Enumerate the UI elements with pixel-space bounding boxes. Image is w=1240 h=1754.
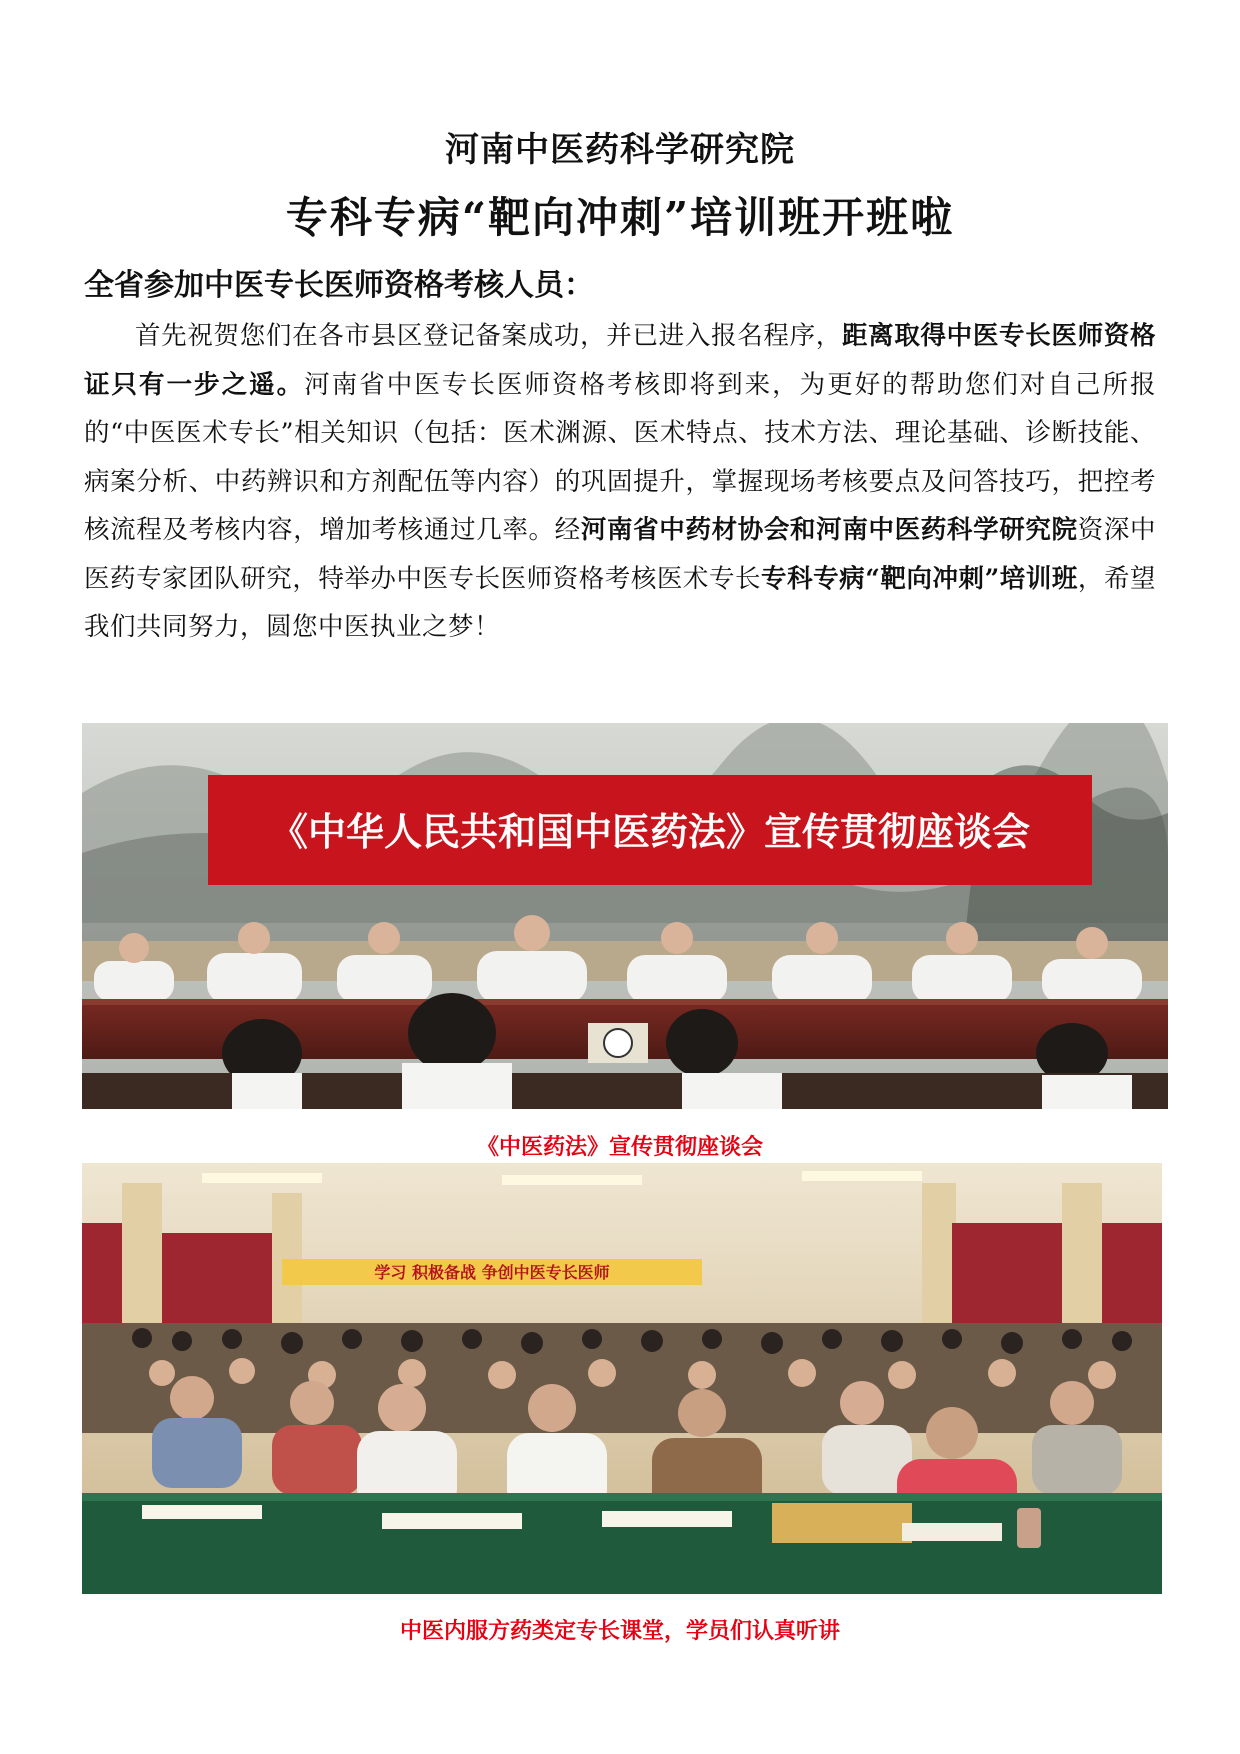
- paragraph-text: 河南省中医专长医师资格考核即将到来，为更好的帮助您们对自己所报的“中医医术专长”相关知识（包括：医术渊源、医术特点、技术方法、理论基础、诊断技能、病案分析、中药辨识和方剂配伍等内容）的巩固提升，掌握现场考核要点及问答技巧，把控考核流程及考核内容，增加考核通过几率。经: [84, 369, 1156, 545]
- slogan-text: 学习 积极备战 争创中医专长医师: [374, 1263, 610, 1282]
- meeting-photo: [82, 723, 1168, 1109]
- photo-caption: 中医内服方药类定专长课堂，学员们认真听讲: [399, 1618, 840, 1644]
- paragraph-text: 资深中医药专家团队研究，特举办中医专长医师资格考核医术专长: [84, 515, 1156, 594]
- banner-text: 《中华人民共和国中医药法》宣传贯彻座谈会: [269, 809, 1031, 854]
- paragraph-text: ，希望我们共同努力，圆您中医执业之梦！: [84, 563, 1156, 642]
- classroom-photo: [82, 1163, 1162, 1594]
- paragraph-emphasis: 专科专病“靶向冲刺”培训班: [761, 563, 1078, 594]
- paragraph-text: 首先祝贺您们在各市县区登记备案成功，并已进入报名程序，: [135, 321, 842, 351]
- paragraph-emphasis: 河南省中药材协会和河南中医药科学研究院: [580, 515, 1078, 545]
- body-paragraph: [84, 312, 1156, 652]
- photo-caption: 《中医药法》宣传贯彻座谈会: [476, 1134, 763, 1160]
- paragraph-emphasis: 距离取得中医专长医师资格证只有一步之遥。: [84, 321, 1156, 400]
- document-subtitle: 专科专病“靶向冲刺”培训班开班啦: [285, 193, 955, 242]
- document-title: 河南中医药科学研究院: [445, 130, 795, 170]
- salutation: 全省参加中医专长医师资格考核人员：: [84, 268, 594, 303]
